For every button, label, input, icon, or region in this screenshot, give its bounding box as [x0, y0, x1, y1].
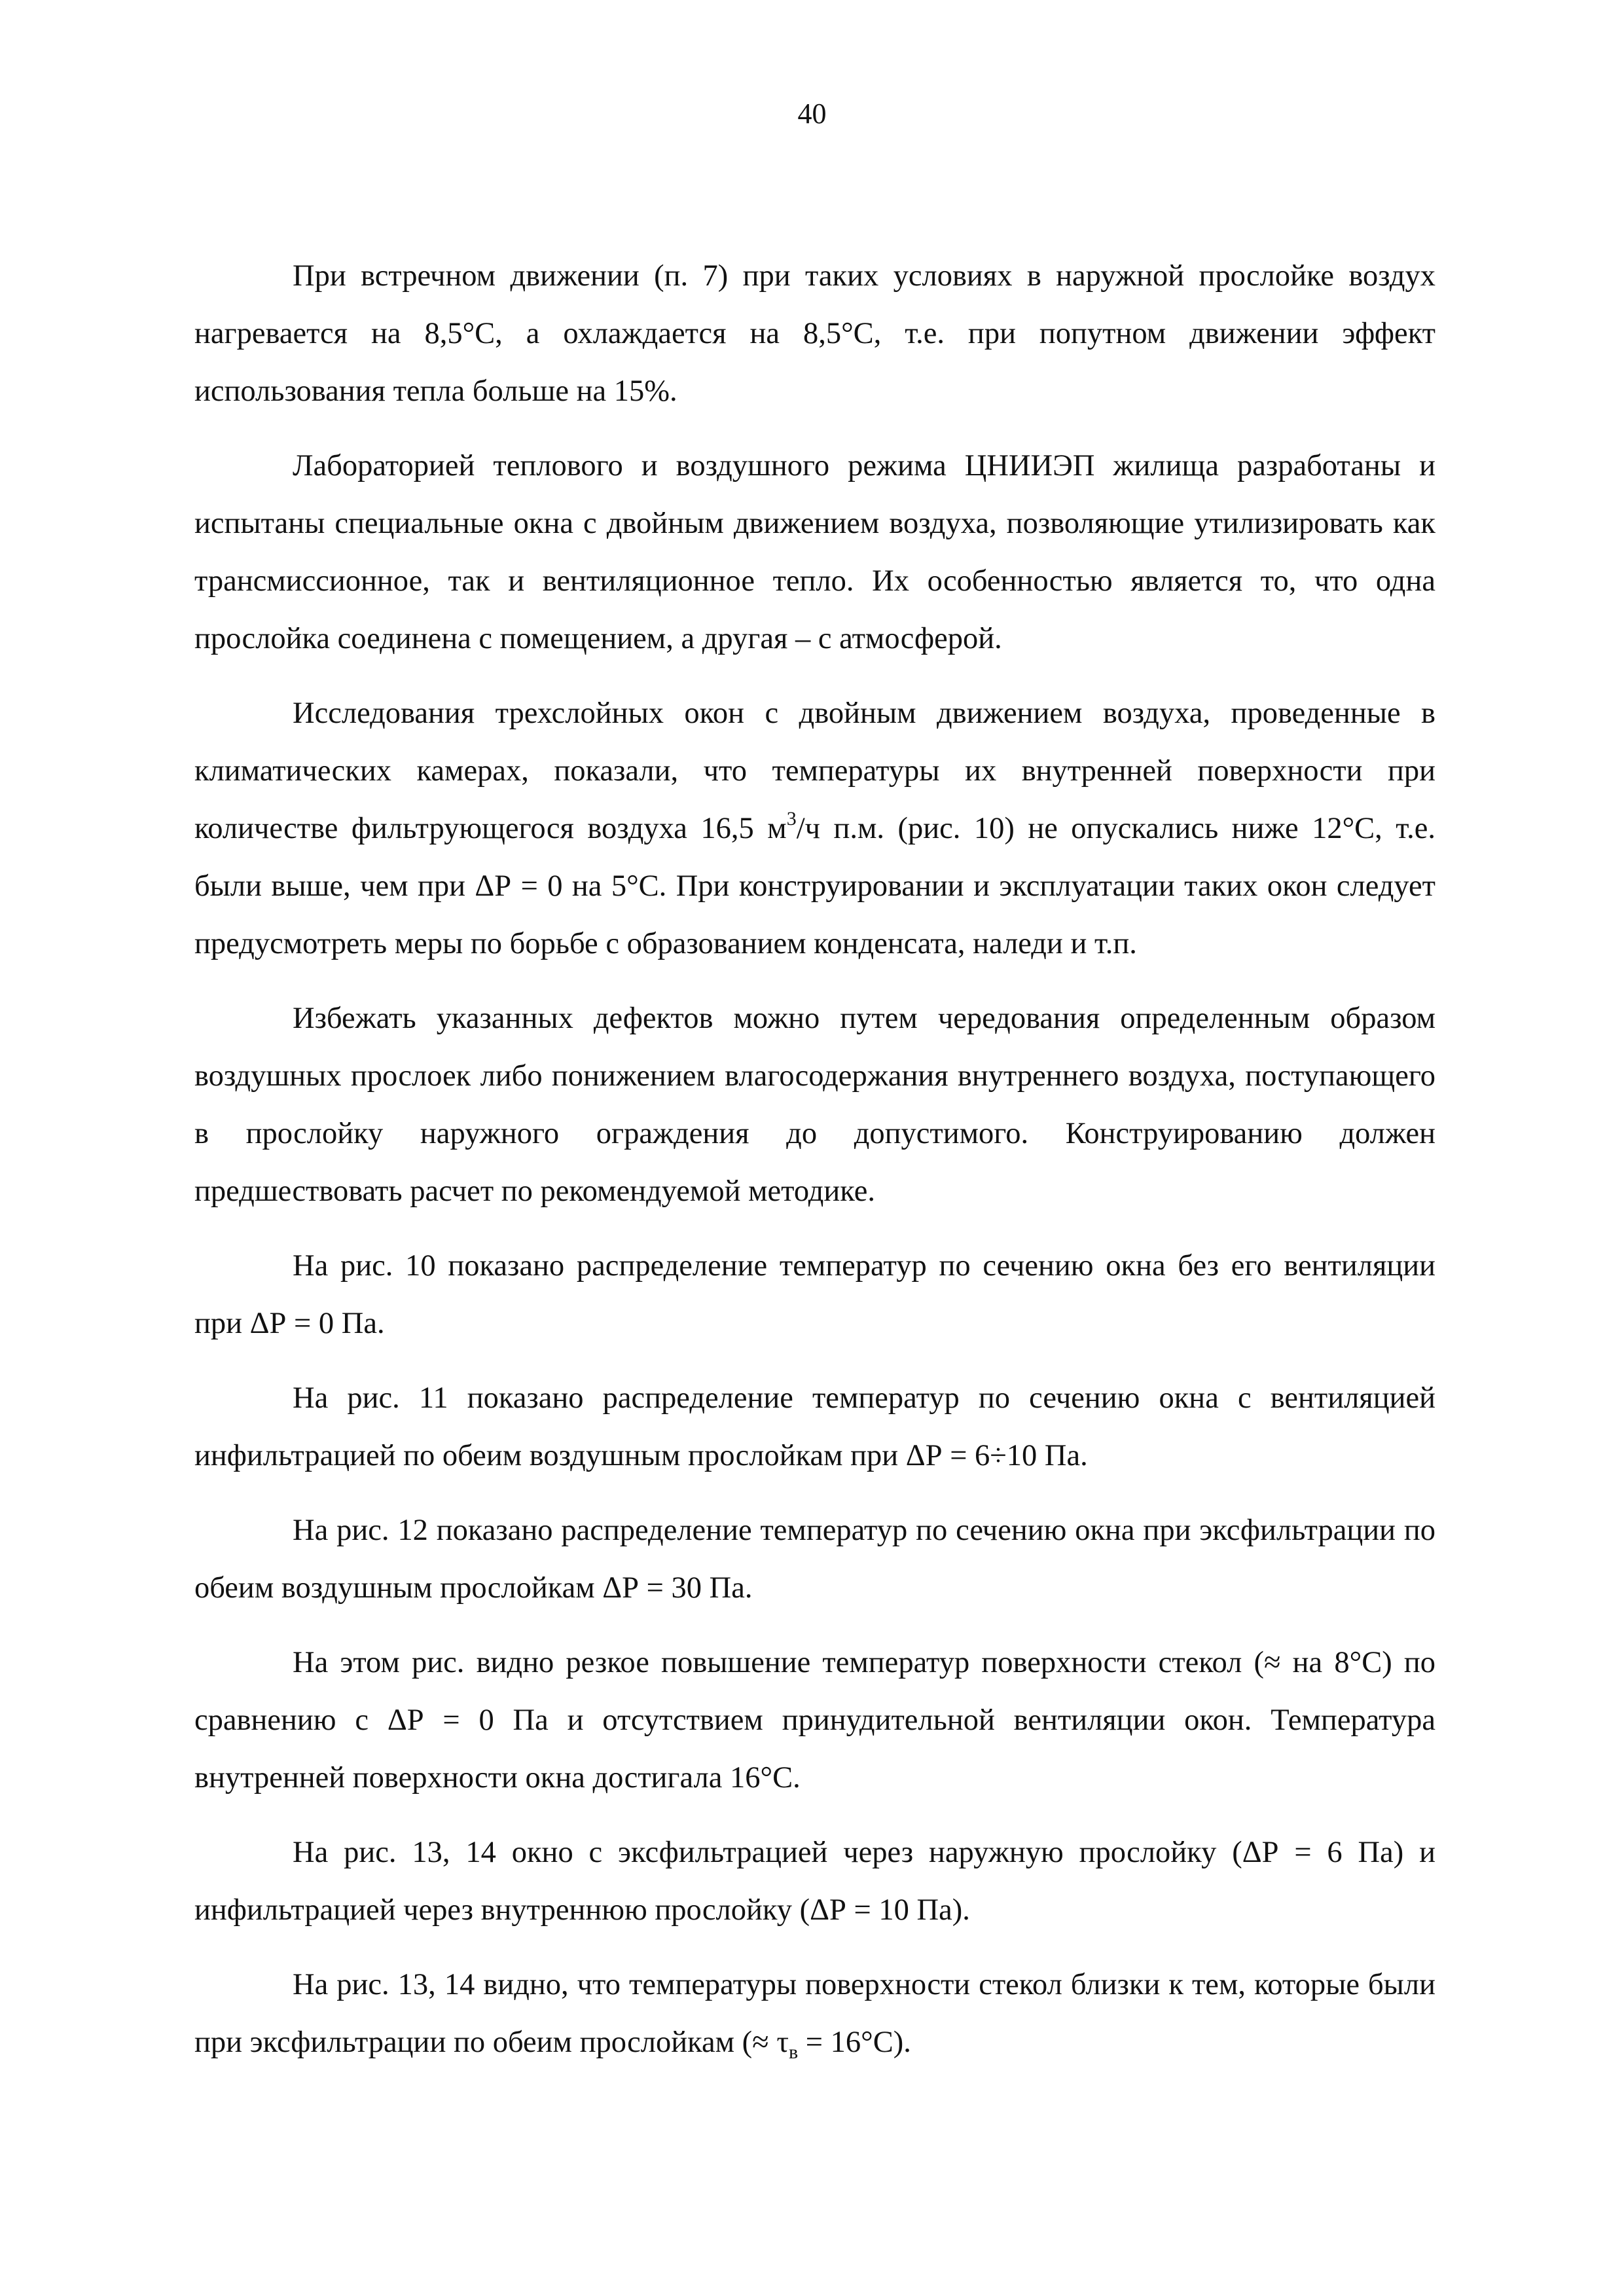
paragraph-6: На рис. 11 показано распределение температур по сечению окна с вентиляцией инфильтрацией по обеим воздушным прослойкам при ΔР = 6÷10 Па.: [194, 1381, 1435, 1472]
paragraph-4: Избежать указанных дефектов можно путем чередования определенным образом воздушных прослоек либо понижением влагосодержания внутреннего воздуха, поступающего в прослойку наружного ограждения до допустимого. Конструированию должен предшествовать расчет по рекомендуемой методике.: [194, 1002, 1435, 1208]
paragraph-10-text-after: = 16°С).: [798, 2026, 911, 2059]
paragraph-2: Лабораторией теплового и воздушного режима ЦНИИЭП жилища разработаны и испытаны специальные окна с двойным движением воздуха, позволяющие утилизировать как трансмиссионное, так и вентиляционное тепло. Их особенностью является то, что одна прослойка соединена с помещением, а другая – с атмосферой.: [194, 449, 1435, 655]
paragraph-7: На рис. 12 показано распределение температур по сечению окна при эксфильтрации по обеим воздушным прослойкам ΔР = 30 Па.: [194, 1514, 1435, 1605]
paragraph-10-text-before: На рис. 13, 14 видно, что температуры поверхности стекол близки к тем, которые были при эксфильтрации по обеим прослойкам (≈ τ: [194, 1968, 1435, 2059]
page-number: 40: [797, 98, 827, 130]
paragraph-10: [194, 1956, 1435, 2071]
subscript-v: в: [789, 2041, 799, 2063]
paragraph-1: При встречном движении (п. 7) при таких условиях в наружной прослойке воздух нагревается на 8,5°С, а охлаждается на 8,5°С, т.е. при попутном движении эффект использования тепла больше на 15%.: [194, 259, 1435, 408]
paragraph-3-text-after: /ч п.м. (рис. 10) не опускались ниже 12°С, т.е. были выше, чем при ΔР = 0 на 5°С. При конструировании и эксплуатации таких окон следует предусмотреть меры по борьбе с образованием конденсата, наледи и т.п.: [194, 812, 1435, 960]
paragraph-8: На этом рис. видно резкое повышение температур поверхности стекол (≈ на 8°С) по сравнению с ΔР = 0 Па и отсутствием принудительной вентиляции окон. Температура внутренней поверхности окна достигала 16°С.: [194, 1646, 1435, 1795]
paragraph-5: На рис. 10 показано распределение температур по сечению окна без его вентиляции при ΔР = 0 Па.: [194, 1249, 1435, 1340]
superscript-cubed: 3: [786, 808, 797, 829]
paragraph-3: [194, 685, 1435, 973]
paragraph-3-text-before: Исследования трехслойных окон с двойным движением воздуха, проведенные в климатических камерах, показали, что температуры их внутренней поверхности при количестве фильтрующегося воздуха 16,5 м: [194, 697, 1435, 845]
document-body: [194, 247, 1435, 2088]
paragraph-9: На рис. 13, 14 окно с эксфильтрацией через наружную прослойку (ΔР = 6 Па) и инфильтрацией через внутреннюю прослойку (ΔР = 10 Па).: [194, 1836, 1435, 1927]
